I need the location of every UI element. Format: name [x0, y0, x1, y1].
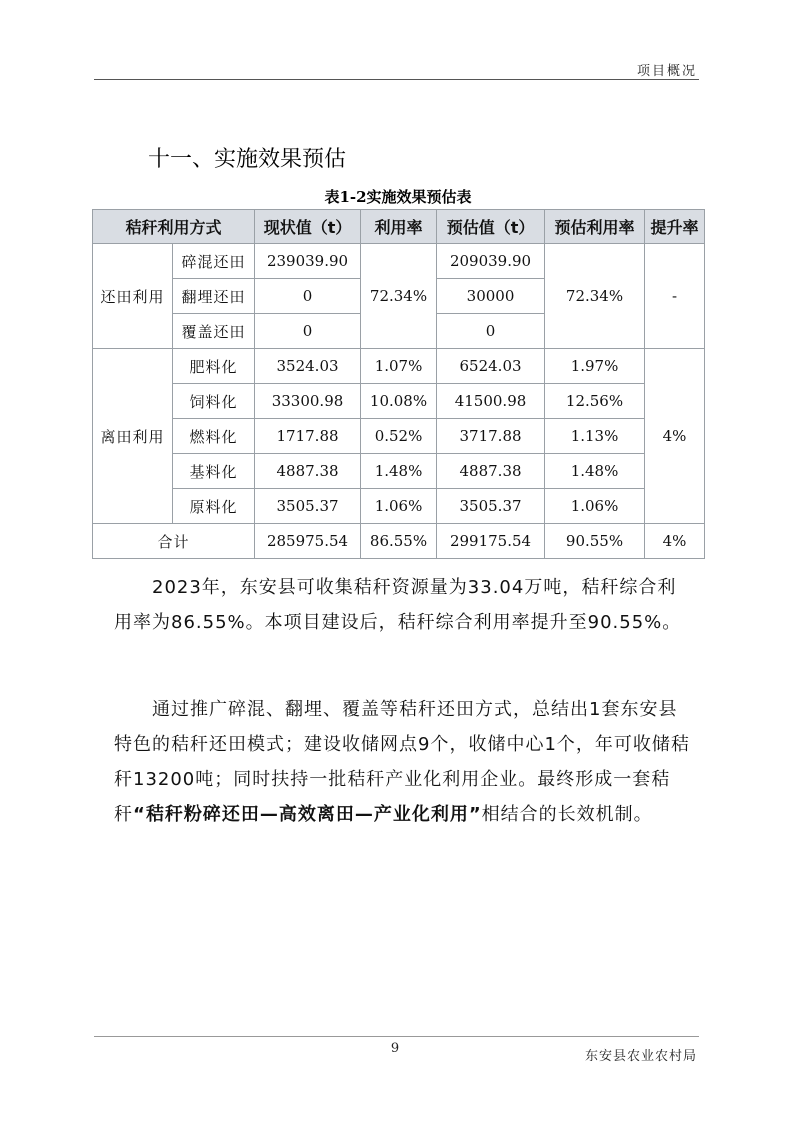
- projected-value-cell: 41500.98: [437, 384, 545, 419]
- column-header: 预估利用率: [545, 210, 645, 244]
- method-cell: 燃料化: [173, 419, 255, 454]
- column-header: 秸秆利用方式: [93, 210, 255, 244]
- utilization-cell: 0.52%: [361, 419, 437, 454]
- paragraph-text: 相结合的长效机制。: [481, 804, 653, 825]
- section-heading: 十一、实施效果预估: [148, 147, 347, 172]
- paragraph-text: 通过推广碎混、翻埋、覆盖等秸秆还田方式，总结出1套东安县特色的秸秆还田模式；建设收储网点9个，收储中心1个，年可收储秸秆13200吨；同时扶持一批秸秆产业化利用企业。最终形成一套秸秆: [114, 699, 690, 825]
- projected-value-cell: 0: [437, 314, 545, 349]
- method-cell: 碎混还田: [173, 244, 255, 279]
- utilization-cell: 86.55%: [361, 524, 437, 559]
- utilization-cell: 10.08%: [361, 384, 437, 419]
- projected-utilization-cell: 1.48%: [545, 454, 645, 489]
- projected-value-cell: 3505.37: [437, 489, 545, 524]
- projected-utilization-cell: 12.56%: [545, 384, 645, 419]
- projected-value-cell: 3717.88: [437, 419, 545, 454]
- table-row: [93, 244, 705, 279]
- method-cell: 基料化: [173, 454, 255, 489]
- total-label: 合计: [93, 524, 255, 559]
- method-cell: 原料化: [173, 489, 255, 524]
- current-value-cell: 0: [255, 279, 361, 314]
- header-rule: [94, 79, 699, 80]
- method-cell: 肥料化: [173, 349, 255, 384]
- group-label: 还田利用: [93, 244, 173, 349]
- table-row: [93, 349, 705, 384]
- increase-cell: 4%: [645, 349, 705, 524]
- utilization-cell: 1.07%: [361, 349, 437, 384]
- column-header: 现状值（t）: [255, 210, 361, 244]
- projected-utilization-cell: 1.97%: [545, 349, 645, 384]
- footer-organization: 东安县农业农村局: [584, 1049, 697, 1064]
- projected-value-cell: 209039.90: [437, 244, 545, 279]
- table-row: [93, 454, 705, 489]
- footer-rule: [94, 1036, 699, 1037]
- method-cell: 饲料化: [173, 384, 255, 419]
- current-value-cell: 239039.90: [255, 244, 361, 279]
- increase-cell: 4%: [645, 524, 705, 559]
- current-value-cell: 285975.54: [255, 524, 361, 559]
- results-table: [92, 209, 705, 559]
- body-paragraph: 2023年，东安县可收集秸秆资源量为33.04万吨，秸秆综合利用率为86.55%。本项目建设后，秸秆综合利用率提升至90.55%。: [114, 577, 682, 633]
- current-value-cell: 33300.98: [255, 384, 361, 419]
- body-paragraph: [114, 692, 694, 832]
- method-cell: 翻埋还田: [173, 279, 255, 314]
- method-cell: 覆盖还田: [173, 314, 255, 349]
- projected-utilization-cell: 1.06%: [545, 489, 645, 524]
- increase-cell: -: [645, 244, 705, 349]
- current-value-cell: 3505.37: [255, 489, 361, 524]
- table-caption: 表1-2实施效果预估表: [324, 188, 472, 206]
- utilization-cell: 1.48%: [361, 454, 437, 489]
- current-value-cell: 0: [255, 314, 361, 349]
- table-row: [93, 419, 705, 454]
- projected-value-cell: 30000: [437, 279, 545, 314]
- projected-utilization-cell: 90.55%: [545, 524, 645, 559]
- column-header: 提升率: [645, 210, 705, 244]
- emphasized-text: “秸秆粉碎还田—高效离田—产业化利用”: [133, 804, 482, 825]
- projected-utilization-cell: 72.34%: [545, 244, 645, 349]
- projected-value-cell: 4887.38: [437, 454, 545, 489]
- running-header: 项目概况: [636, 64, 697, 79]
- projected-value-cell: 299175.54: [437, 524, 545, 559]
- utilization-cell: 1.06%: [361, 489, 437, 524]
- table-row: [93, 489, 705, 524]
- utilization-cell: 72.34%: [361, 244, 437, 349]
- current-value-cell: 3524.03: [255, 349, 361, 384]
- current-value-cell: 1717.88: [255, 419, 361, 454]
- projected-utilization-cell: 1.13%: [545, 419, 645, 454]
- projected-value-cell: 6524.03: [437, 349, 545, 384]
- group-label: 离田利用: [93, 349, 173, 524]
- page-number: 9: [390, 1041, 400, 1056]
- table-row: [93, 384, 705, 419]
- current-value-cell: 4887.38: [255, 454, 361, 489]
- table-total-row: [93, 524, 705, 559]
- column-header: 利用率: [361, 210, 437, 244]
- table-header-row: [93, 210, 705, 244]
- column-header: 预估值（t）: [437, 210, 545, 244]
